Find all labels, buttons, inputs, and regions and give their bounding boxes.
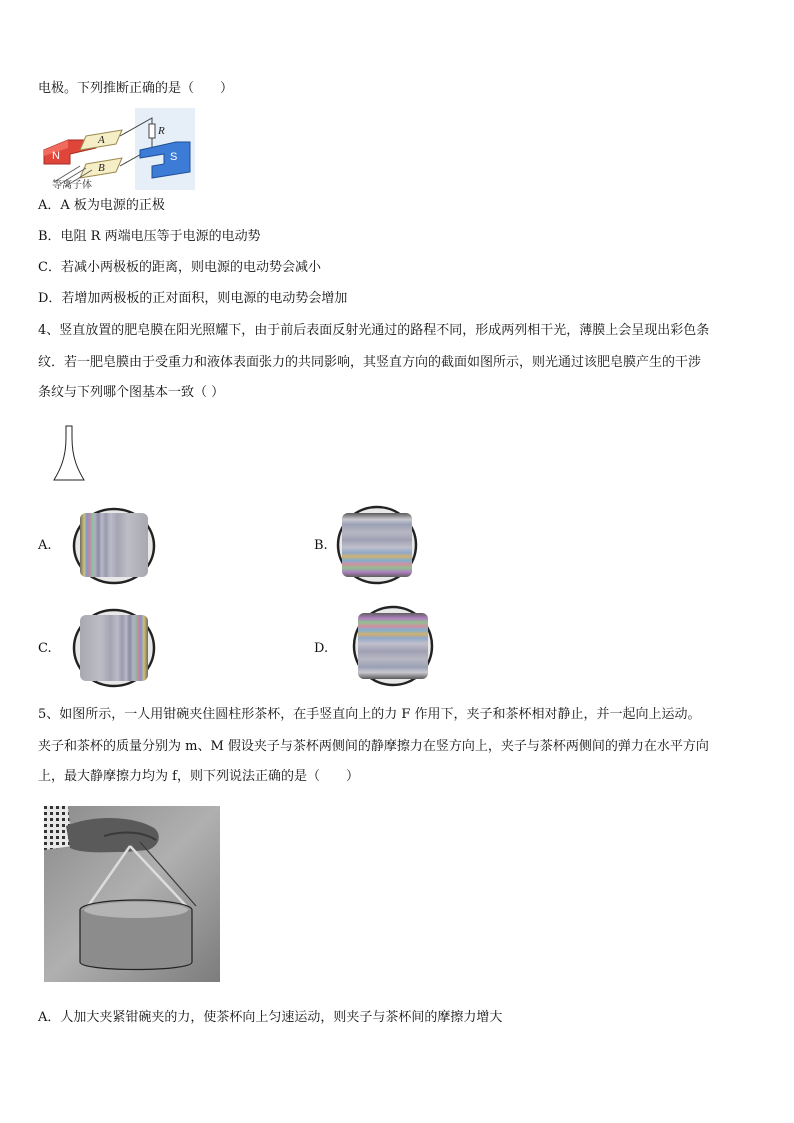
- q4-stem-line-3: 条纹与下列哪个图基本一致（ ）: [38, 385, 225, 400]
- q3-option-d: D．若增加两极板的正对面积，则电源的电动势会增加: [38, 291, 348, 306]
- soap-film-cross-section: [52, 424, 86, 482]
- q3-option-a: A．A 板为电源的正极: [38, 198, 165, 213]
- q5-stem-line-1: 5、如图所示，一人用钳碗夹住圆柱形茶杯，在手竖直向上的力 F 作用下，夹子和茶杯相对静止，并一起向上运动。: [38, 707, 701, 722]
- south-label: S: [170, 151, 178, 163]
- mhd-generator-figure: [40, 108, 196, 190]
- north-label: N: [52, 150, 60, 162]
- q3-option-c: C．若减小两极板的距离，则电源的电动势会减小: [38, 260, 321, 275]
- q4-option-b-label: B.: [314, 538, 328, 553]
- q5-option-a: A．人加大夹紧钳碗夹的力，使茶杯向上匀速运动，则夹子与茶杯间的摩擦力增大: [38, 1010, 503, 1025]
- resistor-label: R: [158, 125, 165, 137]
- q4-option-d-label: D.: [314, 641, 329, 656]
- q4-stem-line-2: 纹．若一肥皂膜由于受重力和液体表面张力的共同影响，其竖直方向的截面如图所示，则光通过该肥皂膜产生的干涉: [38, 355, 702, 370]
- q4-option-d-pattern: [352, 605, 434, 687]
- q3-stem-tail: 电极。下列推断正确的是（ ）: [38, 81, 234, 96]
- cup-body: [80, 910, 192, 970]
- q5-stem-line-2: 夹子和茶杯的质量分别为 m、M 假设夹子与茶杯两侧间的静摩擦力在竖方向上，夹子与茶杯两侧间的弹力在水平方向: [38, 739, 709, 754]
- q4-option-c-pattern: [72, 608, 156, 688]
- plasma-label: 等离子体: [52, 180, 92, 190]
- resistor-icon: [149, 124, 155, 138]
- q4-option-a-label: A.: [38, 538, 52, 553]
- plate-b-label: B: [98, 162, 105, 174]
- q4-stem-line-1: 4、竖直放置的肥皂膜在阳光照耀下，由于前后表面反射光通过的路程不同，形成两列相干光，薄膜上会呈现出彩色条: [38, 323, 710, 338]
- q3-option-b: B．电阻 R 两端电压等于电源的电动势: [38, 229, 261, 244]
- q5-stem-line-3: 上，最大静摩擦力均为 f，则下列说法正确的是（ ）: [38, 769, 359, 784]
- plate-a-label: A: [98, 134, 105, 146]
- q4-option-b-pattern: [336, 505, 418, 585]
- q4-option-a-pattern: [72, 507, 156, 585]
- q4-option-c-label: C.: [38, 641, 52, 656]
- teacup-clamp-photo: [44, 806, 220, 982]
